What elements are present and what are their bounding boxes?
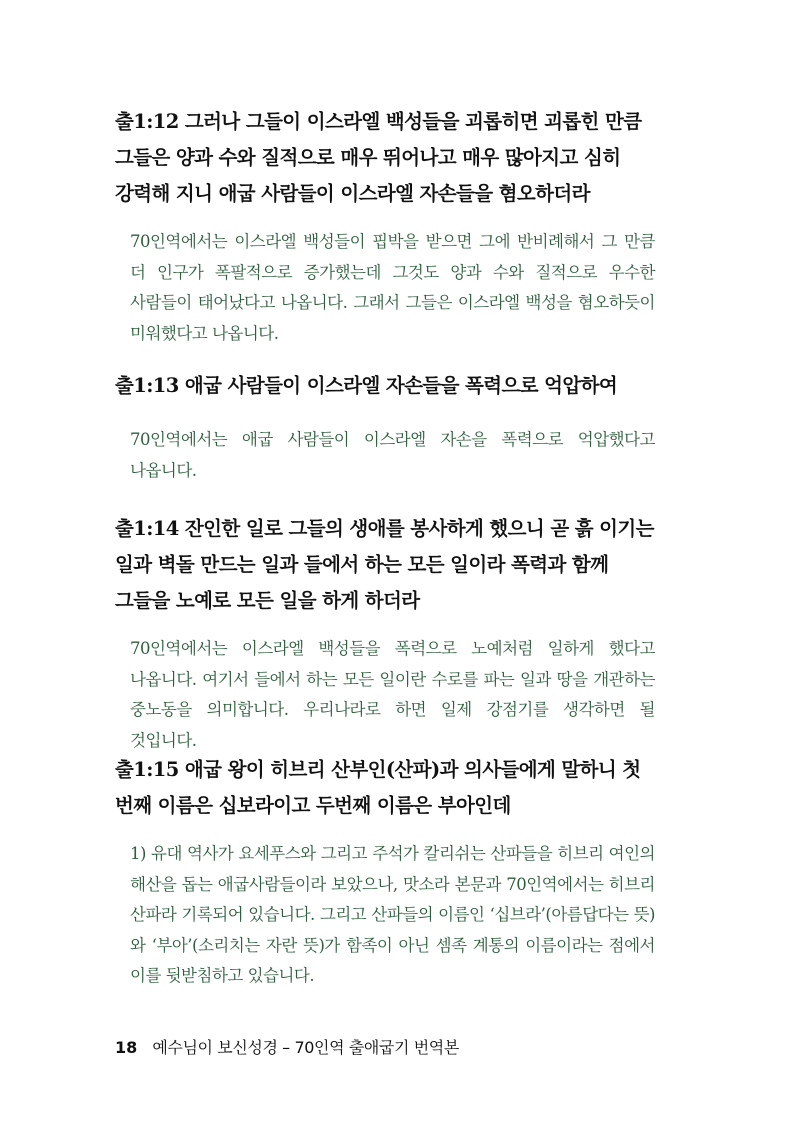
- book-title: 예수님이 보신성경 – 70인역 출애굽기 번역본: [152, 1038, 459, 1057]
- page-number: 18: [115, 1038, 138, 1057]
- verse-1-15: 출1:15 애굽 왕이 히브리 산부인(산파)과 의사들에게 말하니 첫 번째 이름은 십보라이고 두번째 이름은 부아인데: [115, 758, 641, 817]
- page-footer: [115, 1036, 459, 1060]
- note-1-12: 70인역에서는 이스라엘 백성들이 핍박을 받으면 그에 반비례해서 그 만큼 더 인구가 폭팔적으로 증가했는데 그것도 양과 수와 질적으로 우수한 사람들이 태어났다고 나옵니다. 그래서 그들은 이스라엘 백성을 혐오하듯이 미워했다고 나옵니다.: [130, 232, 655, 343]
- note-1-14: 70인역에서는 이스라엘 백성들을 폭력으로 노예처럼 일하게 했다고 나옵니다. 여기서 들에서 하는 모든 일이란 수로를 파는 일과 땅을 개관하는 중노동을 의미합니다. 우리나라로 하면 일제 강점기를 생각하면 될 것입니다.: [130, 639, 655, 750]
- verse-1-14: 출1:14 잔인한 일로 그들의 생애를 봉사하게 했으니 곧 흙 이기는 일과 벽돌 만드는 일과 들에서 하는 모든 일이라 폭력과 함께 그들을 노예로 모든 일을 하게 하더라: [115, 517, 654, 612]
- note-1-13: 70인역에서는 애굽 사람들이 이스라엘 자손을 폭력으로 억압했다고 나옵니다.: [130, 430, 655, 480]
- note-1-15: 1) 유대 역사가 요세푸스와 그리고 주석가 칼리쉬는 산파들을 히브리 여인의 해산을 돕는 애굽사람들이라 보았으나, 맛소라 본문과 70인역에서는 히브리 산파라 기록되어 있습니다. 그리고 산파들의 이름인 ‘십브라’(아름답다는 뜻)와 ‘부아’(소리치는 자란 뜻)가 함족이 아닌 셈족 계통의 이름이라는 점에서 이를 뒷받침하고 있습니다.: [130, 844, 655, 985]
- verse-1-12: 출1:12 그러나 그들이 이스라엘 백성들을 괴롭히면 괴롭힌 만큼 그들은 양과 수와 질적으로 매우 뛰어나고 매우 많아지고 심히 강력해 지니 애굽 사람들이 이스라엘 자손들을 혐오하더라: [115, 110, 642, 205]
- verse-1-13: 출1:13 애굽 사람들이 이스라엘 자손들을 폭력으로 억압하여: [115, 374, 618, 397]
